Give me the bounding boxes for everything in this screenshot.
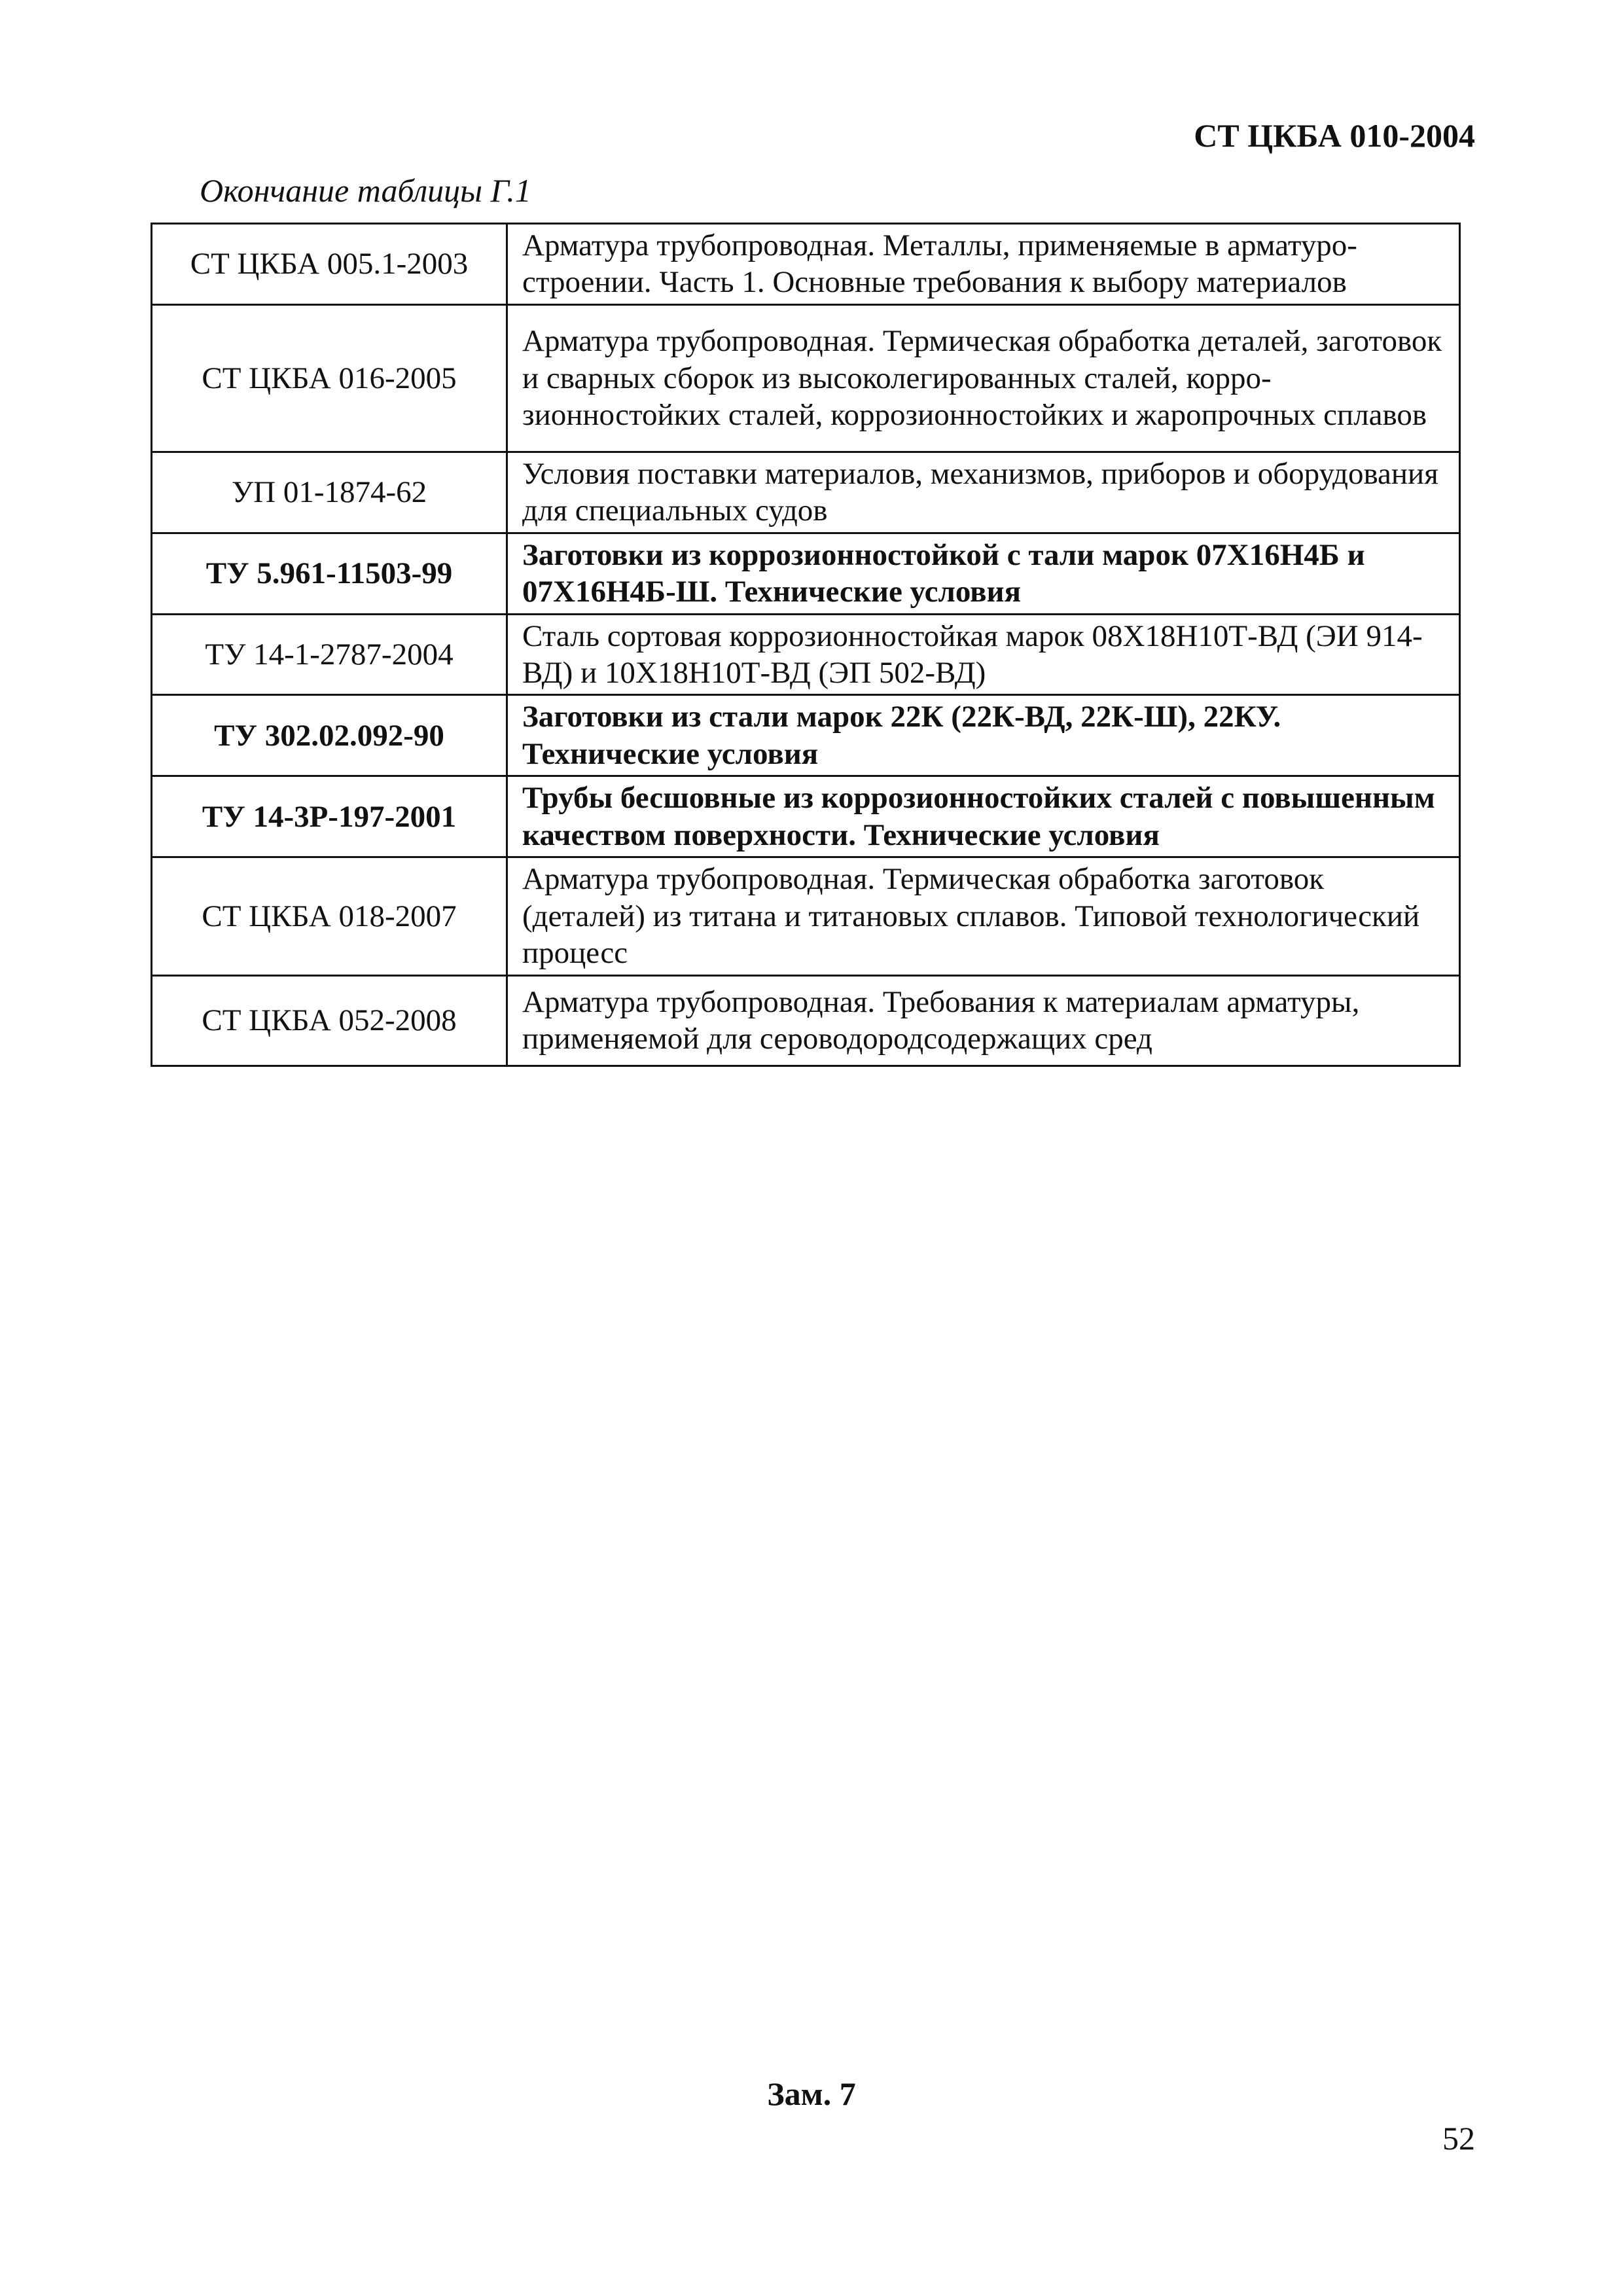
document-designation: ТУ 14-1-2787-2004 <box>152 614 507 695</box>
references-table <box>151 223 1461 1067</box>
table-row <box>152 224 1460 305</box>
document-title: Трубы бесшовные из коррозионностойких сталей с повышенным качеством поверхности. Технические условия <box>507 776 1460 857</box>
document-title: Арматура трубопроводная. Термическая обработка деталей, заготовок и сварных сборок из высоколегированных сталей, корро-зионностойких сталей, коррозионностойких и жаропрочных сплавов <box>507 304 1460 452</box>
table-row <box>152 857 1460 975</box>
table-row <box>152 695 1460 776</box>
table-row <box>152 452 1460 533</box>
document-designation: ТУ 5.961-11503-99 <box>152 533 507 614</box>
document-code: СТ ЦКБА 010-2004 <box>1194 117 1475 154</box>
document-designation: ТУ 302.02.092-90 <box>152 695 507 776</box>
table-row <box>152 776 1460 857</box>
document-title: Заготовки из стали марок 22К (22К-ВД, 22К-Ш), 22КУ. Технические условия <box>507 695 1460 776</box>
document-designation: ТУ 14-3Р-197-2001 <box>152 776 507 857</box>
document-designation: СТ ЦКБА 052-2008 <box>152 975 507 1066</box>
table-row <box>152 533 1460 614</box>
document-designation: СТ ЦКБА 018-2007 <box>152 857 507 975</box>
document-title: Условия поставки материалов, механизмов, приборов и оборудования для специальных судов <box>507 452 1460 533</box>
document-title: Сталь сортовая коррозионностойкая марок 08Х18Н10Т-ВД (ЭИ 914-ВД) и 10Х18Н10Т-ВД (ЭП 502-ВД) <box>507 614 1460 695</box>
document-designation: УП 01-1874-62 <box>152 452 507 533</box>
document-title: Заготовки из коррозионностойкой с тали марок 07Х16Н4Б и 07Х16Н4Б-Ш. Технические условия <box>507 533 1460 614</box>
document-title: Арматура трубопроводная. Требования к материалам арматуры, применяемой для сероводородсодержащих сред <box>507 975 1460 1066</box>
document-designation: СТ ЦКБА 016-2005 <box>152 304 507 452</box>
table-row <box>152 304 1460 452</box>
table-caption: Окончание таблицы Г.1 <box>200 172 531 209</box>
change-note: Зам. 7 <box>767 2075 856 2112</box>
document-title: Арматура трубопроводная. Металлы, применяемые в арматуро-строении. Часть 1. Основные требования к выбору материалов <box>507 224 1460 305</box>
table-row <box>152 614 1460 695</box>
document-designation: СТ ЦКБА 005.1-2003 <box>152 224 507 305</box>
page-number: 52 <box>1442 2120 1475 2157</box>
document-title: Арматура трубопроводная. Термическая обработка заготовок (деталей) из титана и титановых сплавов. Типовой технологический процесс <box>507 857 1460 975</box>
table-row <box>152 975 1460 1066</box>
